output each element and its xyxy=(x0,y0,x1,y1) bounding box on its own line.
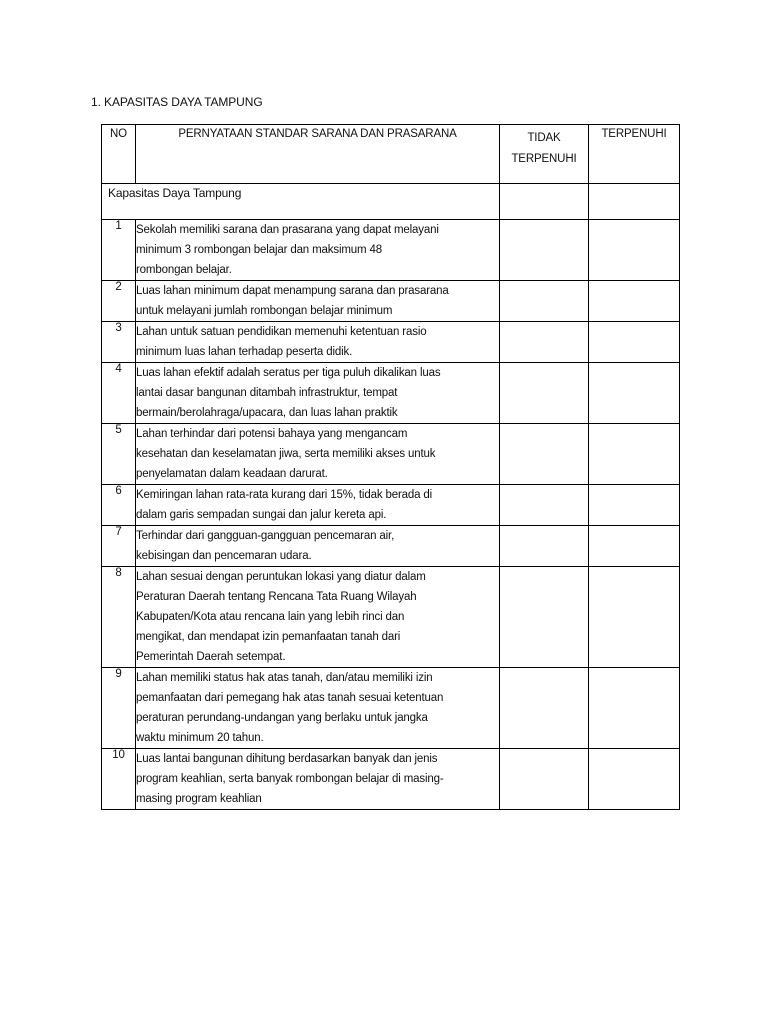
tidak-terpenuhi-cell[interactable] xyxy=(500,526,589,567)
table-row xyxy=(102,749,680,810)
header-tidak-terpenuhi: TIDAK TERPENUHI xyxy=(500,125,589,184)
row-number: 2 xyxy=(102,281,136,322)
row-number: 1 xyxy=(102,220,136,281)
row-statement: Sekolah memiliki sarana dan prasarana yang dapat melayani minimum 3 rombongan belajar dan maksimum 48 rombongan belajar. xyxy=(136,220,500,281)
row-statement: Terhindar dari gangguan-gangguan pencemaran air, kebisingan dan pencemaran udara. xyxy=(136,526,500,567)
terpenuhi-cell[interactable] xyxy=(589,567,680,668)
tidak-terpenuhi-cell[interactable] xyxy=(500,485,589,526)
row-statement: Lahan memiliki status hak atas tanah, dan/atau memiliki izin pemanfaatan dari pemegang hak atas tanah sesuai ketentuan peraturan perundang-undangan yang berlaku untuk jangka waktu minimum 20 tahun. xyxy=(136,668,500,749)
table-row xyxy=(102,281,680,322)
tidak-terpenuhi-cell[interactable] xyxy=(500,424,589,485)
tidak-terpenuhi-cell[interactable] xyxy=(500,322,589,363)
header-terpenuhi: TERPENUHI xyxy=(589,125,680,184)
tidak-terpenuhi-cell[interactable] xyxy=(500,363,589,424)
table-row xyxy=(102,567,680,668)
row-statement: Luas lantai bangunan dihitung berdasarkan banyak dan jenis program keahlian, serta banyak rombongan belajar di masing- masing program keahlian xyxy=(136,749,500,810)
table-row xyxy=(102,668,680,749)
table-row xyxy=(102,526,680,567)
table-row xyxy=(102,220,680,281)
section-terpenuhi-cell[interactable] xyxy=(589,184,680,220)
row-number: 10 xyxy=(102,749,136,810)
row-number: 3 xyxy=(102,322,136,363)
table-row xyxy=(102,363,680,424)
row-statement: Lahan terhindar dari potensi bahaya yang mengancam kesehatan dan keselamatan jiwa, serta memiliki akses untuk penyelamatan dalam keadaan darurat. xyxy=(136,424,500,485)
row-statement: Lahan untuk satuan pendidikan memenuhi ketentuan rasio minimum luas lahan terhadap peserta didik. xyxy=(136,322,500,363)
tidak-terpenuhi-cell[interactable] xyxy=(500,281,589,322)
row-number: 6 xyxy=(102,485,136,526)
tidak-terpenuhi-cell[interactable] xyxy=(500,220,589,281)
row-statement: Luas lahan minimum dapat menampung sarana dan prasarana untuk melayani jumlah rombongan belajar minimum xyxy=(136,281,500,322)
row-number: 9 xyxy=(102,668,136,749)
row-number: 7 xyxy=(102,526,136,567)
row-statement: Lahan sesuai dengan peruntukan lokasi yang diatur dalam Peraturan Daerah tentang Rencana Tata Ruang Wilayah Kabupaten/Kota atau rencana lain yang lebih rinci dan mengikat, dan mendapat izin pemanfaatan tanah dari Pemerintah Daerah setempat. xyxy=(136,567,500,668)
terpenuhi-cell[interactable] xyxy=(589,281,680,322)
section-tidak-cell[interactable] xyxy=(500,184,589,220)
section-row xyxy=(102,184,680,220)
terpenuhi-cell[interactable] xyxy=(589,424,680,485)
terpenuhi-cell[interactable] xyxy=(589,749,680,810)
table-header-row xyxy=(102,125,680,184)
terpenuhi-cell[interactable] xyxy=(589,668,680,749)
row-number: 8 xyxy=(102,567,136,668)
table-row xyxy=(102,322,680,363)
tidak-terpenuhi-cell[interactable] xyxy=(500,567,589,668)
terpenuhi-cell[interactable] xyxy=(589,220,680,281)
terpenuhi-cell[interactable] xyxy=(589,322,680,363)
header-statement: PERNYATAAN STANDAR SARANA DAN PRASARANA xyxy=(136,125,500,184)
terpenuhi-cell[interactable] xyxy=(589,526,680,567)
row-statement: Kemiringan lahan rata-rata kurang dari 15%, tidak berada di dalam garis sempadan sungai dan jalur kereta api. xyxy=(136,485,500,526)
terpenuhi-cell[interactable] xyxy=(589,363,680,424)
row-number: 5 xyxy=(102,424,136,485)
table-row xyxy=(102,424,680,485)
header-no: NO xyxy=(102,125,136,184)
terpenuhi-cell[interactable] xyxy=(589,485,680,526)
row-statement: Luas lahan efektif adalah seratus per tiga puluh dikalikan luas lantai dasar bangunan ditambah infrastruktur, tempat bermain/berolahraga/upacara, dan luas lahan praktik xyxy=(136,363,500,424)
row-number: 4 xyxy=(102,363,136,424)
tidak-terpenuhi-cell[interactable] xyxy=(500,749,589,810)
tidak-terpenuhi-cell[interactable] xyxy=(500,668,589,749)
section-label: Kapasitas Daya Tampung xyxy=(102,184,500,220)
page-title: 1. KAPASITAS DAYA TAMPUNG xyxy=(91,95,263,109)
table-row xyxy=(102,485,680,526)
checklist-table xyxy=(101,124,680,810)
